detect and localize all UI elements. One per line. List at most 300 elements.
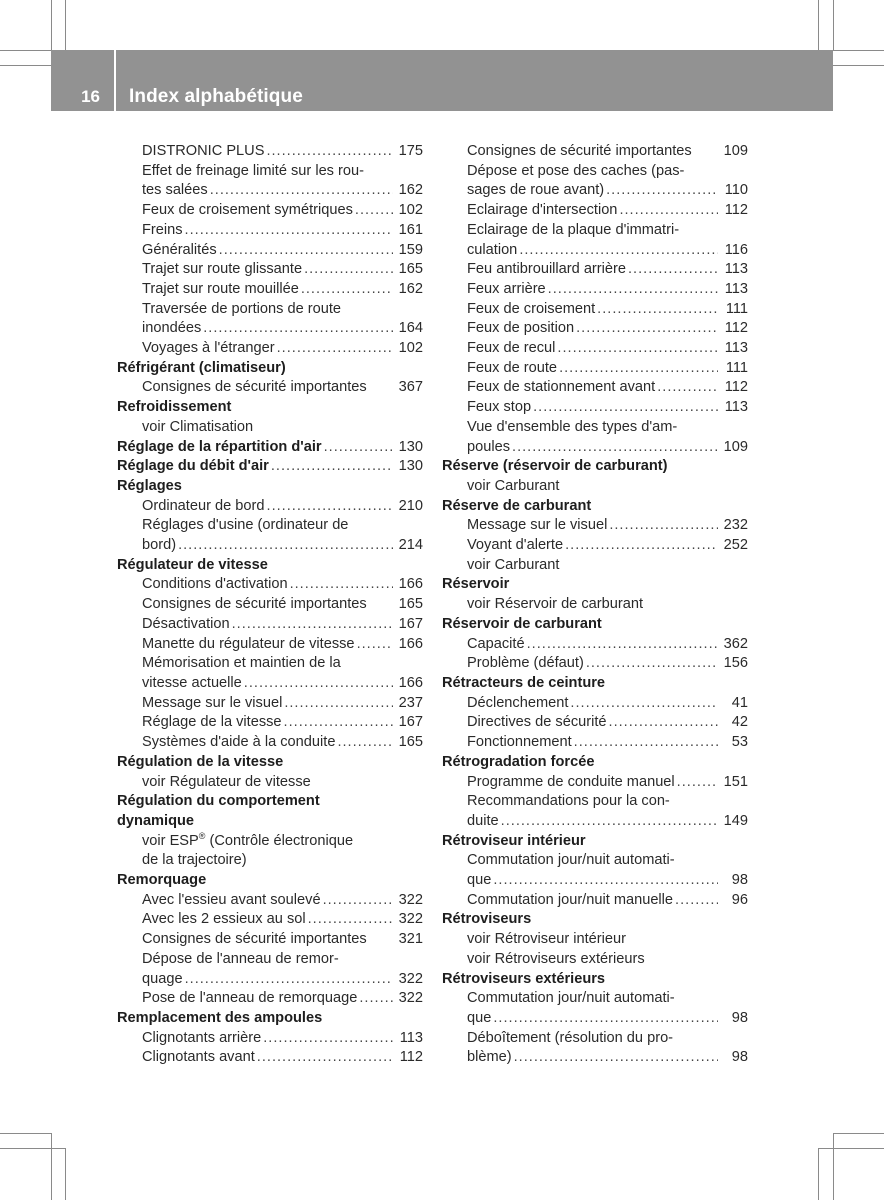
entry-text: Capacité xyxy=(467,635,525,652)
index-entry xyxy=(117,694,423,714)
page-reference: 113 xyxy=(399,1029,423,1046)
index-heading xyxy=(442,457,748,477)
page-reference: 42 xyxy=(731,714,748,731)
entry-text: Clignotants avant xyxy=(142,1049,255,1066)
page-reference: 151 xyxy=(723,773,748,790)
leader-dots xyxy=(266,142,393,162)
page-reference: 98 xyxy=(731,1049,748,1066)
leader-dots xyxy=(586,654,718,674)
entry-text: Réglage de la répartition d'air xyxy=(117,438,322,455)
index-column-right xyxy=(442,142,748,1068)
entry-text: Manette du régulateur de vitesse xyxy=(142,635,355,652)
index-entry xyxy=(442,1048,748,1068)
entry-text: de la trajectoire) xyxy=(142,852,247,869)
entry-text: Traversée de portions de route xyxy=(142,300,342,317)
page-reference: 321 xyxy=(398,931,423,948)
page-reference: 322 xyxy=(398,990,423,1007)
index-entry xyxy=(442,516,748,536)
entry-text: Régulation de la vitesse xyxy=(117,753,284,770)
entry-text: Rétracteurs de ceinture xyxy=(442,674,606,691)
page-reference: 102 xyxy=(398,202,423,219)
leader-dots xyxy=(501,812,718,832)
index-heading xyxy=(117,792,423,812)
crop-mark xyxy=(833,65,884,66)
crop-mark xyxy=(833,0,834,50)
index-entry xyxy=(442,733,748,753)
index-entry xyxy=(117,595,423,615)
index-entry xyxy=(117,989,423,1009)
crop-mark xyxy=(65,0,66,52)
page-reference: 109 xyxy=(723,143,748,159)
page-reference: 175 xyxy=(398,143,423,159)
leader-dots xyxy=(519,241,718,261)
entry-text: Trajet sur route glissante xyxy=(142,261,303,278)
entry-text: Directives de sécurité xyxy=(467,714,607,731)
page-reference: 96 xyxy=(731,891,748,908)
leader-dots xyxy=(570,694,718,714)
entry-text: voir ESP® (Contrôle électronique xyxy=(142,830,354,849)
entry-text: Programme de conduite manuel xyxy=(467,773,675,790)
index-entry xyxy=(117,536,423,556)
page-reference: 210 xyxy=(398,497,423,514)
leader-dots xyxy=(257,1048,393,1068)
entry-text: Feux de croisement symétriques xyxy=(142,202,353,219)
page-title: Index alphabétique xyxy=(129,86,303,107)
entry-text: Vue d'ensemble des types d'am- xyxy=(467,418,678,435)
page-reference: 112 xyxy=(399,1049,423,1066)
index-entry xyxy=(442,142,748,162)
entry-text: Réservoir xyxy=(442,576,510,593)
entry-text: Réserve (réservoir de carburant) xyxy=(442,458,668,475)
leader-dots xyxy=(657,378,718,398)
index-entry xyxy=(442,694,748,714)
crop-mark xyxy=(51,0,52,50)
index-entry xyxy=(117,635,423,655)
page-reference: 165 xyxy=(398,596,423,613)
index-entry xyxy=(117,615,423,635)
entry-text: Réservoir de carburant xyxy=(442,615,602,632)
leader-dots xyxy=(628,260,718,280)
index-entry xyxy=(442,378,748,398)
entry-text: Déclenchement xyxy=(467,694,569,711)
page-reference: 149 xyxy=(723,812,748,829)
crop-mark xyxy=(818,1148,819,1200)
index-entry xyxy=(442,398,748,418)
leader-dots xyxy=(203,319,393,339)
entry-text: Effet de freinage limité sur les rou- xyxy=(142,162,364,179)
index-heading xyxy=(117,753,423,773)
leader-dots xyxy=(308,910,393,930)
index-heading xyxy=(117,812,423,832)
leader-dots xyxy=(357,635,393,655)
index-entry xyxy=(117,280,423,300)
index-entry xyxy=(442,181,748,201)
page-reference: 156 xyxy=(723,655,748,672)
entry-text: Régulation du comportement xyxy=(117,793,320,810)
index-entry xyxy=(442,556,748,576)
entry-text: Désactivation xyxy=(142,615,230,632)
leader-dots xyxy=(493,1009,718,1029)
entry-text: Feux de croisement xyxy=(467,300,596,317)
page-reference: 116 xyxy=(724,241,748,258)
entry-text: Régulateur de vitesse xyxy=(117,556,268,573)
index-entry xyxy=(117,300,423,320)
index-entry xyxy=(117,891,423,911)
leader-dots xyxy=(232,615,393,635)
entry-text: Remorquage xyxy=(117,872,207,889)
leader-dots xyxy=(619,201,718,221)
entry-text: voir Carburant xyxy=(467,556,560,573)
entry-text: Voyages à l'étranger xyxy=(142,340,275,357)
index-heading xyxy=(442,753,748,773)
page-reference: 322 xyxy=(398,891,423,908)
page-reference: 166 xyxy=(398,674,423,691)
entry-text: Commutation jour/nuit automati- xyxy=(467,990,675,1007)
entry-text: Réglage de la vitesse xyxy=(142,714,282,731)
leader-dots xyxy=(557,339,718,359)
entry-text: Message sur le visuel xyxy=(142,694,283,711)
leader-dots xyxy=(277,339,393,359)
entry-text: culation xyxy=(467,241,518,258)
leader-dots xyxy=(337,733,393,753)
entry-text: sages de roue avant) xyxy=(467,182,605,199)
index-entry xyxy=(442,359,748,379)
index-column-left xyxy=(117,142,423,1068)
entry-text: Message sur le visuel xyxy=(467,517,608,534)
crop-mark xyxy=(65,1148,66,1200)
index-entry xyxy=(117,241,423,261)
index-entry xyxy=(442,260,748,280)
entry-text: Consignes de sécurité importantes xyxy=(142,379,367,396)
page-reference: 162 xyxy=(398,182,423,199)
page-reference: 109 xyxy=(723,438,748,455)
page-reference: 367 xyxy=(398,379,423,396)
index-heading xyxy=(442,832,748,852)
leader-dots xyxy=(606,181,718,201)
entry-text: inondées xyxy=(142,320,202,337)
entry-text: Feux de route xyxy=(467,359,558,376)
leader-dots xyxy=(284,713,393,733)
leader-dots xyxy=(609,516,718,536)
entry-text: Réfrigérant (climatiseur) xyxy=(117,359,286,376)
page-reference: 252 xyxy=(723,537,748,554)
index-entry xyxy=(442,812,748,832)
index-entry xyxy=(442,241,748,261)
entry-text: DISTRONIC PLUS xyxy=(142,143,265,159)
entry-text: Rétroviseur intérieur xyxy=(442,832,586,849)
index-entry xyxy=(117,1029,423,1049)
index-heading xyxy=(117,398,423,418)
index-entry xyxy=(442,201,748,221)
entry-text: Mémorisation et maintien de la xyxy=(142,655,341,672)
index-entry xyxy=(442,339,748,359)
page-reference: 167 xyxy=(398,615,423,632)
leader-dots xyxy=(267,497,393,517)
page-reference: 165 xyxy=(398,734,423,751)
index-entry xyxy=(117,162,423,182)
leader-dots xyxy=(574,733,718,753)
entry-text: tes salées xyxy=(142,182,208,199)
index-entry xyxy=(442,891,748,911)
index-entry xyxy=(117,260,423,280)
index-entry xyxy=(442,773,748,793)
page-reference: 164 xyxy=(398,320,423,337)
index-heading xyxy=(442,970,748,990)
entry-text: Feux arrière xyxy=(467,280,546,297)
entry-text: Déboîtement (résolution du pro- xyxy=(467,1029,674,1046)
page-reference: 166 xyxy=(398,576,423,593)
entry-text: Voyant d'alerte xyxy=(467,537,564,554)
entry-text: poules xyxy=(467,438,511,455)
page-reference: 102 xyxy=(398,340,423,357)
leader-dots xyxy=(271,457,393,477)
leader-dots xyxy=(185,970,393,990)
index-entry xyxy=(442,595,748,615)
page-reference: 166 xyxy=(398,635,423,652)
entry-text: Feux de position xyxy=(467,320,575,337)
crop-mark xyxy=(833,1133,834,1200)
entry-text: que xyxy=(467,1009,492,1026)
entry-text: voir Réservoir de carburant xyxy=(467,596,644,613)
index-heading xyxy=(442,575,748,595)
entry-text: bord) xyxy=(142,537,177,554)
leader-dots xyxy=(512,438,718,458)
entry-text: Problème (défaut) xyxy=(467,655,584,672)
index-heading xyxy=(117,359,423,379)
entry-text: Recommandations pour la con- xyxy=(467,793,670,810)
index-entry xyxy=(442,851,748,871)
index-heading xyxy=(117,477,423,497)
leader-dots xyxy=(301,280,393,300)
crop-mark xyxy=(0,65,51,66)
leader-dots xyxy=(359,989,393,1009)
leader-dots xyxy=(493,871,718,891)
entry-text: voir Rétroviseur intérieur xyxy=(467,931,626,948)
index-entry xyxy=(442,477,748,497)
index-entry xyxy=(442,300,748,320)
entry-text: Avec l'essieu avant soulevé xyxy=(142,891,321,908)
index-entry xyxy=(442,418,748,438)
page-reference: 322 xyxy=(398,911,423,928)
index-entry xyxy=(117,418,423,438)
page-reference: 53 xyxy=(731,734,748,751)
entry-text: quage xyxy=(142,970,183,987)
entry-text: Clignotants arrière xyxy=(142,1029,262,1046)
index-heading xyxy=(442,615,748,635)
leader-dots xyxy=(178,536,393,556)
page-reference: 113 xyxy=(724,280,748,297)
leader-dots xyxy=(244,674,393,694)
leader-dots xyxy=(559,359,718,379)
page-reference: 98 xyxy=(731,1009,748,1026)
index-entry xyxy=(117,339,423,359)
index-entry xyxy=(442,162,748,182)
index-entry xyxy=(442,1029,748,1049)
index-entry xyxy=(442,1009,748,1029)
page-reference: 232 xyxy=(723,517,748,534)
index-heading xyxy=(117,438,423,458)
leader-dots xyxy=(185,221,393,241)
entry-text: Commutation jour/nuit manuelle xyxy=(467,891,674,908)
crop-mark xyxy=(51,1133,52,1200)
entry-text: Rétrogradation forcée xyxy=(442,753,595,770)
index-entry xyxy=(442,792,748,812)
leader-dots xyxy=(263,1029,393,1049)
entry-text: Feux de recul xyxy=(467,340,556,357)
index-entry xyxy=(117,319,423,339)
entry-text: Dépose de l'anneau de remor- xyxy=(142,950,339,967)
page-reference: 112 xyxy=(724,379,748,396)
index-entry xyxy=(442,536,748,556)
entry-text: voir Régulateur de vitesse xyxy=(142,773,311,790)
index-heading xyxy=(117,457,423,477)
index-entry xyxy=(117,930,423,950)
page-reference: 130 xyxy=(398,458,423,475)
entry-text: Ordinateur de bord xyxy=(142,497,265,514)
entry-text: Avec les 2 essieux au sol xyxy=(142,911,306,928)
index-heading xyxy=(442,674,748,694)
index-entry xyxy=(442,654,748,674)
leader-dots xyxy=(565,536,718,556)
entry-text: que xyxy=(467,872,492,889)
index-entry xyxy=(117,970,423,990)
page-number: 16 xyxy=(51,50,116,111)
entry-text: duite xyxy=(467,812,499,829)
page-reference: 113 xyxy=(724,399,748,416)
entry-text: Réglage du débit d'air xyxy=(117,458,269,475)
page-reference: 112 xyxy=(724,202,748,219)
index-entry xyxy=(117,832,423,852)
index-entry xyxy=(442,950,748,970)
entry-text: Feux de stationnement avant xyxy=(467,379,656,396)
entry-text: blème) xyxy=(467,1049,512,1066)
index-entry xyxy=(117,713,423,733)
leader-dots xyxy=(323,891,393,911)
leader-dots xyxy=(355,201,393,221)
index-entry xyxy=(117,378,423,398)
crop-mark xyxy=(0,1148,65,1149)
entry-text: Réglages d'usine (ordinateur de xyxy=(142,517,349,534)
leader-dots xyxy=(219,241,393,261)
index-entry xyxy=(117,851,423,871)
page-reference: 111 xyxy=(725,359,748,376)
entry-text: Systèmes d'aide à la conduite xyxy=(142,734,336,751)
index-entry xyxy=(442,221,748,241)
index-entry xyxy=(117,201,423,221)
entry-text: Eclairage d'intersection xyxy=(467,202,618,219)
leader-dots xyxy=(284,694,393,714)
crop-mark xyxy=(818,1148,884,1149)
index-entry xyxy=(117,575,423,595)
entry-text: Consignes de sécurité importantes xyxy=(142,596,367,613)
leader-dots xyxy=(304,260,393,280)
index-entry xyxy=(442,635,748,655)
crop-mark xyxy=(818,0,819,52)
entry-text: Rétroviseurs extérieurs xyxy=(442,970,606,987)
leader-dots xyxy=(576,319,718,339)
crop-mark xyxy=(0,1133,51,1134)
page-reference: 112 xyxy=(724,320,748,337)
leader-dots xyxy=(210,181,393,201)
leader-dots xyxy=(677,773,718,793)
page-header-bar xyxy=(51,50,833,111)
leader-dots xyxy=(609,713,718,733)
entry-text: Consignes de sécurité importantes xyxy=(467,143,692,159)
entry-text: Dépose et pose des caches (pas- xyxy=(467,162,685,179)
index-entry xyxy=(442,319,748,339)
page-reference: 214 xyxy=(398,537,423,554)
page-reference: 362 xyxy=(723,635,748,652)
leader-dots xyxy=(290,575,393,595)
index-heading xyxy=(117,556,423,576)
index-entry xyxy=(442,930,748,950)
page-reference: 159 xyxy=(398,241,423,258)
entry-text: vitesse actuelle xyxy=(142,674,242,691)
index-entry xyxy=(117,910,423,930)
page-reference: 130 xyxy=(398,438,423,455)
entry-text: voir Climatisation xyxy=(142,418,254,435)
entry-text: Freins xyxy=(142,221,183,238)
page-reference: 113 xyxy=(724,340,748,357)
index-entry xyxy=(442,713,748,733)
leader-dots xyxy=(548,280,718,300)
entry-text: Trajet sur route mouillée xyxy=(142,280,299,297)
entry-text: dynamique xyxy=(117,812,195,829)
entry-text: voir Rétroviseurs extérieurs xyxy=(467,950,645,967)
entry-text: Réglages xyxy=(117,477,182,494)
entry-text: Fonctionnement xyxy=(467,734,572,751)
entry-text: voir Carburant xyxy=(467,477,560,494)
index-heading xyxy=(117,871,423,891)
leader-dots xyxy=(675,891,718,911)
page-reference: 237 xyxy=(398,694,423,711)
page-reference: 41 xyxy=(731,694,748,711)
entry-text: Généralités xyxy=(142,241,217,258)
leader-dots xyxy=(597,300,718,320)
index-entry xyxy=(117,516,423,536)
entry-text: Remplacement des ampoules xyxy=(117,1009,323,1026)
page-reference: 98 xyxy=(731,872,748,889)
page-reference: 162 xyxy=(398,280,423,297)
page-reference: 161 xyxy=(398,221,423,238)
index-entry xyxy=(117,733,423,753)
index-entry xyxy=(442,438,748,458)
index-entry xyxy=(117,654,423,674)
crop-mark xyxy=(0,50,51,51)
index-entry xyxy=(442,280,748,300)
index-entry xyxy=(117,1048,423,1068)
index-heading xyxy=(442,910,748,930)
entry-text: Conditions d'activation xyxy=(142,576,288,593)
leader-dots xyxy=(533,398,718,418)
index-heading xyxy=(442,497,748,517)
entry-text: Eclairage de la plaque d'immatri- xyxy=(467,221,680,238)
index-heading xyxy=(117,1009,423,1029)
index-entry xyxy=(117,181,423,201)
index-entry xyxy=(117,497,423,517)
crop-mark xyxy=(833,1133,884,1134)
page-reference: 110 xyxy=(724,182,748,199)
leader-dots xyxy=(527,635,718,655)
index-entry xyxy=(442,871,748,891)
entry-text: Feux stop xyxy=(467,399,532,416)
index-entry xyxy=(117,674,423,694)
entry-text: Commutation jour/nuit automati- xyxy=(467,852,675,869)
entry-text: Réserve de carburant xyxy=(442,497,592,514)
leader-dots xyxy=(514,1048,718,1068)
entry-text: Refroidissement xyxy=(117,399,232,416)
index-entry xyxy=(442,989,748,1009)
